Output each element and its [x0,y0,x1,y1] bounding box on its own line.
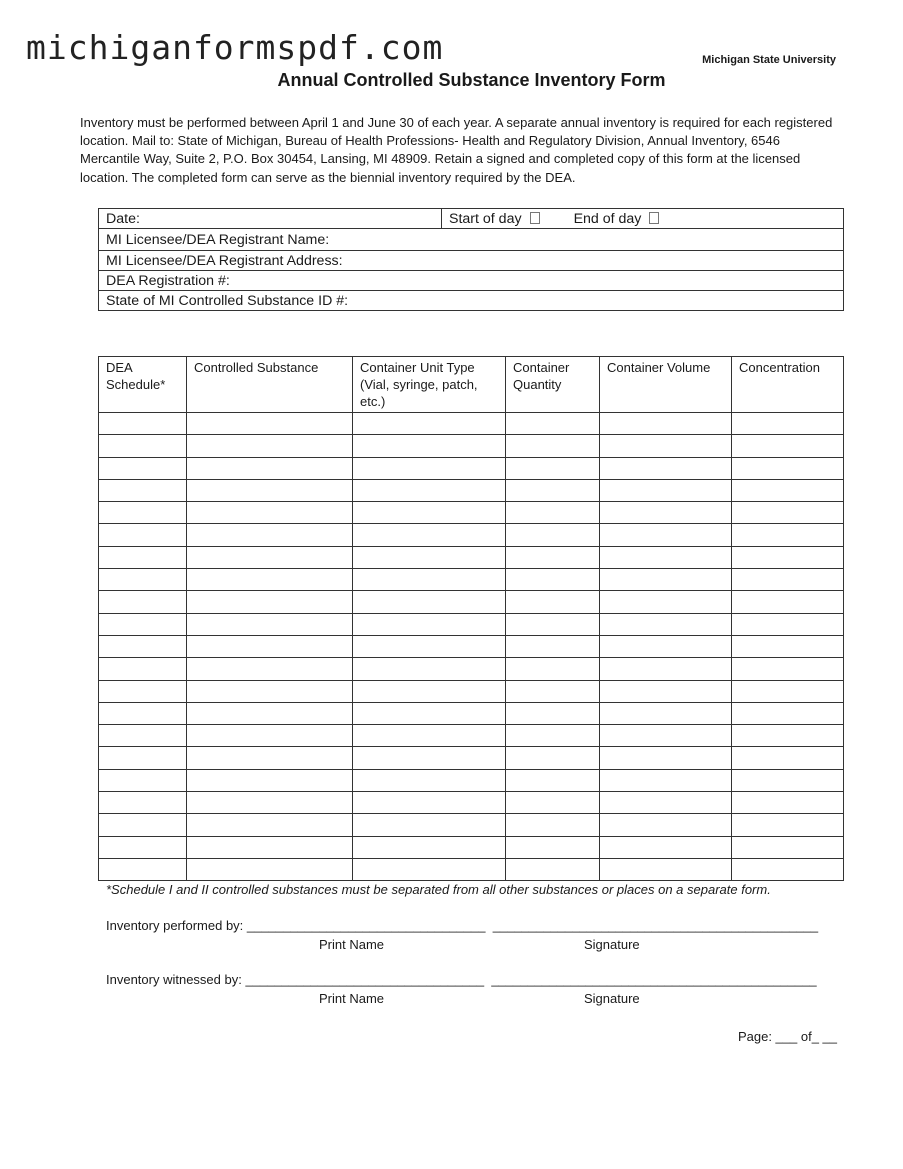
table-cell[interactable] [732,836,844,858]
table-cell[interactable] [600,435,732,457]
table-cell[interactable] [732,502,844,524]
table-cell[interactable] [99,702,187,724]
table-cell[interactable] [600,413,732,435]
date-field[interactable]: Date: [99,209,442,229]
table-row [99,502,844,524]
table-cell[interactable] [187,814,353,836]
table-cell[interactable] [353,702,506,724]
table-cell[interactable] [732,635,844,657]
table-cell[interactable] [600,702,732,724]
table-cell[interactable] [600,769,732,791]
table-row [99,413,844,435]
table-row [99,435,844,457]
table-cell[interactable] [187,836,353,858]
table-row [99,725,844,747]
table-cell[interactable] [353,680,506,702]
table-cell[interactable] [732,457,844,479]
table-cell[interactable] [600,591,732,613]
table-cell[interactable] [187,792,353,814]
table-cell[interactable] [732,479,844,501]
table-cell[interactable] [353,658,506,680]
performed-print-name-line[interactable]: _________________________________ [246,918,486,933]
table-row [99,702,844,724]
table-cell[interactable] [187,769,353,791]
table-cell[interactable] [732,680,844,702]
table-cell[interactable] [600,613,732,635]
table-cell[interactable] [506,747,600,769]
table-row [99,814,844,836]
table-cell[interactable] [732,591,844,613]
table-cell[interactable] [187,658,353,680]
table-cell[interactable] [506,569,600,591]
table-cell[interactable] [506,814,600,836]
page-number: Page: ___ of_ __ [737,1029,837,1044]
table-cell[interactable] [353,635,506,657]
table-cell[interactable] [187,680,353,702]
table-cell[interactable] [600,792,732,814]
instructions-paragraph: Inventory must be performed between April 1 and June 30 of each year. A separate annual inventory is required for each registered location. Mail to: State of Michigan, Bureau of Health Professions- Health and Regulatory Division, Annual Inventory, 6546 Mercantile Way, Suite 2, P.O. Box 30454, Lansing, MI 48909. Retain a signed and completed copy of this form at the licensed location. The completed form can serve as the biennial inventory required by the DEA. [80,115,833,185]
table-row [99,569,844,591]
table-cell[interactable] [732,858,844,880]
table-cell[interactable] [600,569,732,591]
table-cell[interactable] [187,502,353,524]
table-cell[interactable] [600,658,732,680]
table-cell[interactable] [99,747,187,769]
table-row [99,680,844,702]
table-cell[interactable] [732,658,844,680]
table-cell[interactable] [506,792,600,814]
table-cell[interactable] [99,792,187,814]
table-cell[interactable] [506,613,600,635]
registrant-name-field[interactable]: MI Licensee/DEA Registrant Name: [99,229,844,251]
table-row [99,613,844,635]
table-cell[interactable] [506,680,600,702]
table-cell[interactable] [732,413,844,435]
table-cell[interactable] [600,524,732,546]
table-cell[interactable] [506,435,600,457]
end-of-day-checkbox[interactable] [649,212,659,224]
table-cell[interactable] [353,769,506,791]
performed-print-name-label: Print Name [319,937,385,952]
table-cell[interactable] [732,725,844,747]
table-cell[interactable] [506,858,600,880]
table-row [99,546,844,568]
performed-signature-line[interactable]: _____________________________________________ [492,918,819,933]
table-cell[interactable] [506,502,600,524]
table-cell[interactable] [506,479,600,501]
table-cell[interactable] [600,546,732,568]
table-cell[interactable] [506,836,600,858]
col-dea-schedule: DEA Schedule* [99,357,187,413]
table-cell[interactable] [732,702,844,724]
table-row [99,858,844,880]
table-cell[interactable] [353,858,506,880]
state-substance-id-field[interactable]: State of MI Controlled Substance ID #: [99,291,844,311]
table-cell[interactable] [187,858,353,880]
table-cell[interactable] [99,680,187,702]
table-cell[interactable] [600,747,732,769]
table-row [99,524,844,546]
performed-by-row: Inventory performed by: _________________________________ _____________________________________________ [106,918,819,933]
table-cell[interactable] [353,413,506,435]
table-cell[interactable] [600,502,732,524]
table-cell[interactable] [353,836,506,858]
col-container-quantity: Container Quantity [506,357,600,413]
table-row [99,747,844,769]
table-cell[interactable] [353,502,506,524]
table-cell[interactable] [187,413,353,435]
table-cell[interactable] [732,524,844,546]
registrant-address-field[interactable]: MI Licensee/DEA Registrant Address: [99,251,844,271]
table-row [99,769,844,791]
table-cell[interactable] [187,591,353,613]
table-row [99,591,844,613]
performed-signature-label: Signature [584,937,640,952]
table-cell[interactable] [99,635,187,657]
table-cell[interactable] [353,591,506,613]
schedule-footnote: *Schedule I and II controlled substances must be separated from all other substances or places on a separate form. [106,882,771,897]
table-cell[interactable] [506,413,600,435]
table-cell[interactable] [353,457,506,479]
table-cell[interactable] [600,635,732,657]
table-cell[interactable] [99,591,187,613]
table-cell[interactable] [506,658,600,680]
inventory-table [98,356,844,881]
time-of-day-options: Start of day End of day [442,209,844,229]
table-cell[interactable] [99,413,187,435]
table-cell[interactable] [732,814,844,836]
table-cell[interactable] [187,524,353,546]
table-cell[interactable] [353,435,506,457]
table-cell[interactable] [600,814,732,836]
inventory-header-row [99,357,844,413]
table-row [99,479,844,501]
table-cell[interactable] [187,702,353,724]
table-cell[interactable] [353,747,506,769]
table-cell[interactable] [732,792,844,814]
table-cell[interactable] [600,479,732,501]
table-cell[interactable] [99,725,187,747]
table-cell[interactable] [600,858,732,880]
table-cell[interactable] [506,769,600,791]
table-cell[interactable] [187,613,353,635]
table-cell[interactable] [732,769,844,791]
table-cell[interactable] [506,591,600,613]
start-of-day-checkbox[interactable] [530,212,540,224]
witnessed-by-row: Inventory witnessed by: _________________________________ _____________________________________________ [106,972,817,987]
table-row [99,836,844,858]
table-cell[interactable] [732,435,844,457]
table-cell[interactable] [506,702,600,724]
table-cell[interactable] [99,546,187,568]
table-cell[interactable] [99,814,187,836]
table-row [99,792,844,814]
registrant-info-table [98,208,844,311]
col-concentration: Concentration [732,357,844,413]
table-cell[interactable] [187,725,353,747]
table-cell[interactable] [353,792,506,814]
table-cell[interactable] [600,836,732,858]
table-cell[interactable] [99,457,187,479]
col-container-unit-type: Container Unit Type (Vial, syringe, patch, etc.) [353,357,506,413]
dea-registration-field[interactable]: DEA Registration #: [99,271,844,291]
table-cell[interactable] [187,546,353,568]
table-cell[interactable] [732,747,844,769]
col-controlled-substance: Controlled Substance [187,357,353,413]
table-cell[interactable] [187,479,353,501]
table-cell[interactable] [99,858,187,880]
table-cell[interactable] [732,546,844,568]
table-cell[interactable] [187,635,353,657]
table-cell[interactable] [99,769,187,791]
university-name: Michigan State University [702,54,836,66]
witnessed-signature-label: Signature [584,991,640,1006]
table-cell[interactable] [187,435,353,457]
table-cell[interactable] [99,836,187,858]
table-cell[interactable] [99,658,187,680]
table-cell[interactable] [99,479,187,501]
table-cell[interactable] [353,569,506,591]
table-cell[interactable] [99,613,187,635]
table-cell[interactable] [99,569,187,591]
table-cell[interactable] [600,457,732,479]
table-cell[interactable] [187,747,353,769]
table-cell[interactable] [506,725,600,747]
witnessed-signature-line[interactable]: _____________________________________________ [491,972,817,987]
table-cell[interactable] [600,725,732,747]
witnessed-print-name-label: Print Name [319,991,385,1006]
table-cell[interactable] [732,613,844,635]
table-cell[interactable] [353,814,506,836]
table-cell[interactable] [353,725,506,747]
table-row [99,658,844,680]
table-cell[interactable] [506,457,600,479]
table-cell[interactable] [353,546,506,568]
table-cell[interactable] [506,635,600,657]
watermark-logo: michiganformspdf.com [26,28,444,67]
table-cell[interactable] [353,613,506,635]
col-container-volume: Container Volume [600,357,732,413]
table-cell[interactable] [99,435,187,457]
form-title: Annual Controlled Substance Inventory Form [277,70,666,90]
table-cell[interactable] [600,680,732,702]
table-row [99,635,844,657]
witnessed-print-name-line[interactable]: _________________________________ [245,972,485,987]
table-cell[interactable] [506,546,600,568]
table-cell[interactable] [187,569,353,591]
table-cell[interactable] [99,502,187,524]
table-cell[interactable] [732,569,844,591]
table-cell[interactable] [99,524,187,546]
table-cell[interactable] [506,524,600,546]
table-cell[interactable] [353,479,506,501]
table-row [99,457,844,479]
table-cell[interactable] [187,457,353,479]
table-cell[interactable] [353,524,506,546]
